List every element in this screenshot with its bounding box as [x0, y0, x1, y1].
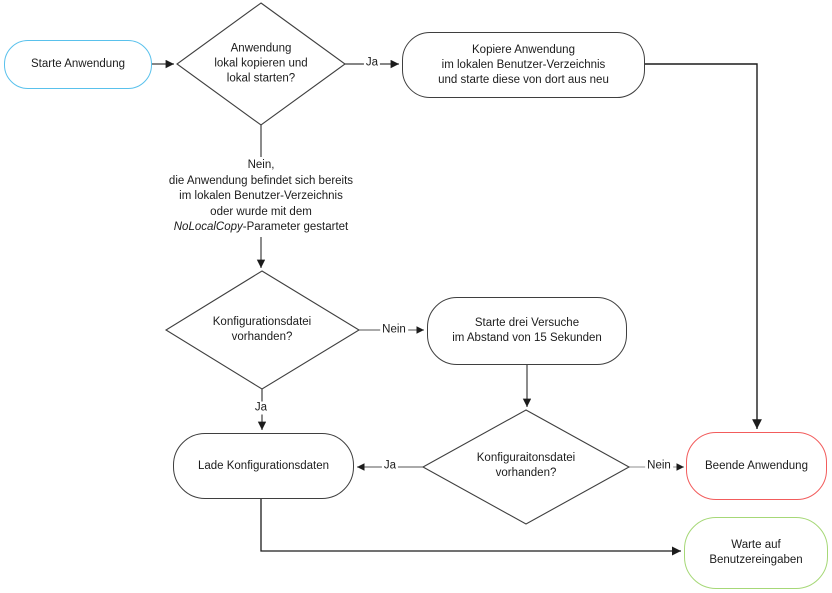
wait-input-node — [684, 517, 828, 589]
decision-config-1-text: Konfigurationsdatei vorhanden? — [212, 316, 312, 343]
copy-app-line: Kopiere Anwendung — [472, 43, 575, 56]
copy-app-line: und starte diese von dort aus neu — [438, 73, 609, 86]
edge-label-ja-load-d3: Ja — [383, 459, 397, 472]
edge-label-nein-exit: Nein — [647, 459, 671, 472]
edge-label-nein-retry: Nein — [382, 323, 406, 336]
note-no-local-copy: Nein, die Anwendung befindet sich bereits im lokalen Benutzer-Verzeichnis oder wurde mit dem NoLocalCopy-Parameter gestartet — [165, 157, 357, 237]
start-node-label: Starte Anwendung — [31, 58, 125, 70]
edge-label-ja-copy: Ja — [365, 56, 379, 69]
exit-app-node — [686, 432, 827, 500]
copy-app-node — [402, 32, 645, 98]
retry-line: Starte drei Versuche — [474, 317, 580, 329]
edge-load-to-wait — [261, 499, 681, 551]
retry-node — [427, 297, 627, 365]
decision-local-copy-text: Anwendung lokal kopieren und lokal starten? — [214, 42, 308, 85]
copy-app-line: im lokalen Benutzer-Verzeichnis — [441, 58, 606, 71]
start-node — [4, 40, 152, 89]
wait-input-line: Warte auf — [731, 539, 781, 551]
load-config-label: Lade Konfigurationsdaten — [197, 459, 330, 472]
decision-config-2-text: Konfiguraitonsdatei vorhanden? — [476, 452, 576, 479]
edge-copy-to-exit — [645, 64, 757, 429]
load-config-node — [173, 433, 354, 499]
note-italic-param: NoLocalCopy — [173, 221, 243, 233]
wait-input-line: Benutzereingaben — [709, 554, 803, 566]
edge-label-ja-load-d2: Ja — [254, 401, 268, 414]
retry-line: im Abstand von 15 Sekunden — [452, 332, 602, 344]
exit-app-label: Beende Anwendung — [705, 459, 808, 472]
